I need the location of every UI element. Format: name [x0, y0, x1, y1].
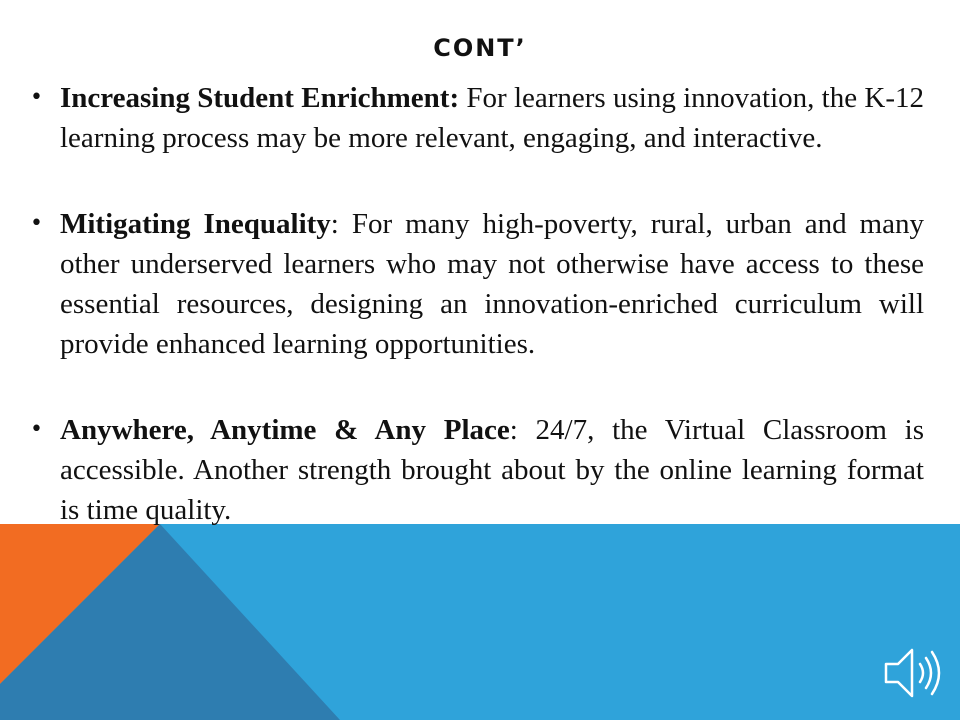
bullet-icon: •: [30, 211, 43, 236]
bullet-term: Increasing Student Enrichment:: [60, 82, 460, 114]
bullet-icon: •: [30, 85, 43, 110]
bullet-item: [24, 410, 924, 530]
decorative-background: [0, 524, 960, 720]
bullet-term: Mitigating Inequality: [60, 208, 331, 240]
bullet-item: [24, 204, 924, 364]
bullet-text: : 24/7, the Virtual Classroom is accessible. Another strength brought about by the online learning format is time quality.: [60, 414, 924, 526]
bullet-item: [24, 78, 924, 158]
bullet-text: : For many high-poverty, rural, urban and many other underserved learners who may not otherwise have access to these essential resources, designing an innovation-enriched curriculum will provide enhanced learning opportunities.: [60, 208, 924, 360]
slide-title: CONT’: [433, 34, 527, 62]
bullet-term: Anywhere, Anytime & Any Place: [60, 414, 510, 446]
bullet-list: [24, 78, 924, 530]
bullet-icon: •: [30, 417, 43, 442]
speaker-icon[interactable]: [880, 640, 946, 706]
bullet-text: For learners using innovation, the K-12 learning process may be more relevant, engaging, and interactive.: [60, 82, 924, 154]
